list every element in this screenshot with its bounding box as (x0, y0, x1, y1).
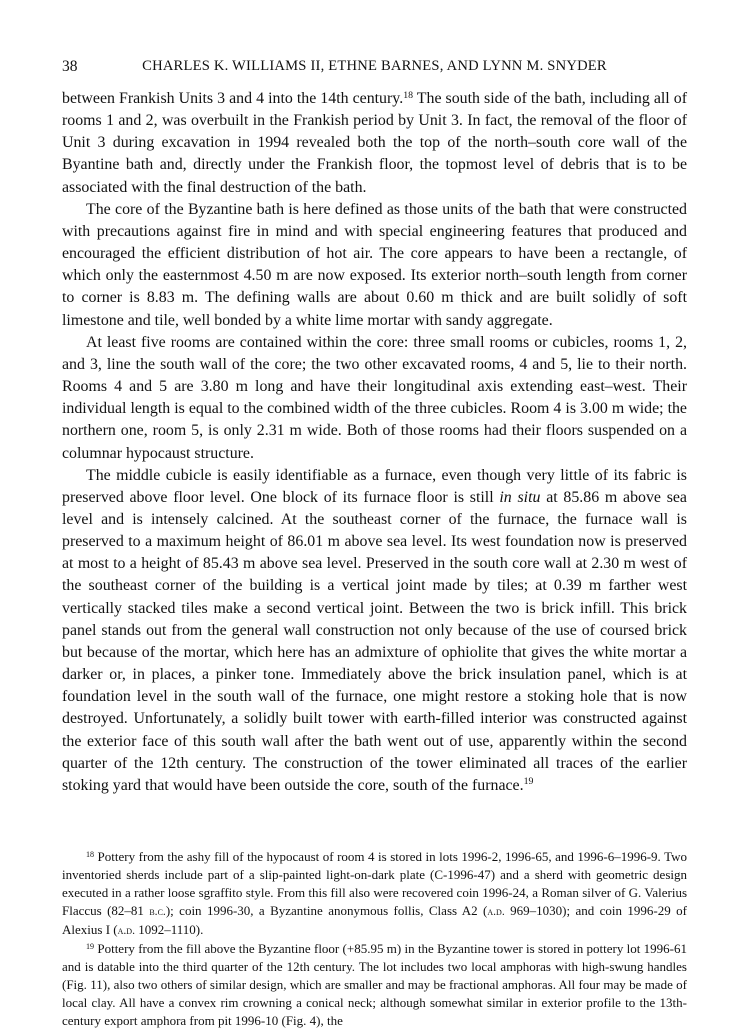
paragraph-3: At least five rooms are contained within the core: three small rooms or cubicles, rooms 1, 2, and 3, line the south wall of the core; the two other excavated rooms, 4 and 5, lie to their north. Rooms 4 and 5 are 3.80 m long and have their longitudinal axis extending east–west. Their individual length is equal to the combined width of the three cubicles. Room 4 is 3.00 m wide; the northern one, room 5, is only 2.31 m wide. Both of those rooms had their floors suspended on a columnar hypocaust structure. (62, 333, 687, 462)
footnote-18-text-a: Pottery from the ashy fill of the hypocaust of room 4 is stored in lots 1996-2, 1996-65, and 1996-6–1996-9. Two inventoried sherds include part of a slip-painted light-on-dark plate (C-1996-47) and a sherd with geometric design executed in a rather loose sgraffito style. From this fill also were recovered coin 1996-24, a Roman silver of G. Valerius Flaccus (82–81 (62, 849, 687, 918)
footnote-18-text-c: 969–1030); and coin 1996-29 of Alexius I ( (62, 903, 687, 937)
running-head: CHARLES K. WILLIAMS II, ETHNE BARNES, AND LYNN M. SNYDER (142, 58, 607, 74)
era-ad-1: a.d. (487, 905, 505, 918)
page-number: 38 (62, 58, 78, 75)
footnote-ref-18[interactable]: 18 (403, 89, 414, 101)
paragraph-4-text-a: The middle cubicle is easily identifiable as a furnace, even though very little of its fabric is preserved above floor level. One block of its furnace floor is still (62, 466, 687, 506)
era-ad-2: a.d. (117, 924, 136, 937)
paragraph-2: The core of the Byzantine bath is here defined as those units of the bath that were constructed with precautions against fire in mind and with special engineering features that produced and encouraged the efficient distribution of hot air. The core appears to have been a rectangle, of which only the easternmost 4.50 m are now exposed. Its exterior north–south length from corner to corner is 8.83 m. The defining walls are about 0.60 m thick and are built solidly of soft limestone and tile, well bonded by a white lime mortar with sandy aggregate. (62, 200, 687, 329)
paragraph-1-text: between Frankish Units 3 and 4 into the 14th century. (62, 90, 404, 107)
italic-in-situ: in situ (499, 488, 541, 506)
paragraph-4-text-b: at 85.86 m above sea level and is intensely calcined. At the southeast corner of the furnace, the furnace wall is preserved to a maximum height of 86.01 m above sea level. Its west foundation now is preserved at most to a height of 85.43 m above sea level. Preserved in the south core wall at 2.30 m west of the southeast corner of the building is a vertical joint made by tiles; at 0.39 m farther west vertically stacked tiles make a second vertical joint. Between the two is brick infill. This brick panel stands out from the general wall construction not only because of the use of coursed brick but because of the mortar, which here has an admixture of ophiolite that gives the white mortar a darker or, in places, a pinker tone. Immediately above the brick insulation panel, which is at foundation level in the south wall of the furnace, one might restore a stoking hole that is now destroyed. Unfortunately, a solidly built tower with earth-filled interior was constructed against the exterior face of this south wall after the bath went out of use, apparently within the second quarter of the 12th century. The construction of the tower eliminated all traces of the earlier stoking yard that would have been outside the core, south of the furnace. (62, 488, 687, 794)
page-header (62, 58, 687, 80)
footnote-19-text: Pottery from the fill above the Byzantine floor (+85.95 m) in the Byzantine tower is stored in pottery lot 1996-61 and is datable into the third quarter of the 12th century. The lot includes two local amphoras with high-swung handles (Fig. 11), also two others of similar design, which are smaller and may be fractional amphoras. All four may be made of local clay. All have a convex rim crowning a conical neck; although somewhat similar in exterior profile to the 13th-century export amphora from pit 1996-10 (Fig. 4), the (62, 941, 687, 1028)
main-text (62, 88, 687, 797)
footnote-19-number: 19 (86, 941, 95, 951)
footnote-19 (62, 940, 687, 1030)
footnote-ref-19[interactable]: 19 (523, 776, 534, 788)
footnotes (62, 848, 687, 1030)
footnote-18-text-b: ); coin 1996-30, a Byzantine anonymous follis, Class A2 ( (165, 903, 488, 918)
footnote-18 (62, 848, 687, 940)
paragraph-4 (62, 465, 687, 797)
footnote-18-number: 18 (86, 849, 95, 859)
era-bc: b.c. (149, 905, 166, 918)
paragraph-1-text-cont: The south side of the bath, including all of rooms 1 and 2, was overbuilt in the Frankish period by Unit 3. In fact, the removal of the floor of Unit 3 during excavation in 1994 revealed both the top of the north–south core wall of the Byantine bath and, directly under the Frankish floor, the topmost level of debris that is to be associated with the final destruction of the bath. (62, 90, 687, 196)
paragraph-1 (62, 88, 687, 199)
footnote-18-text-d: 1092–1110). (135, 922, 204, 937)
